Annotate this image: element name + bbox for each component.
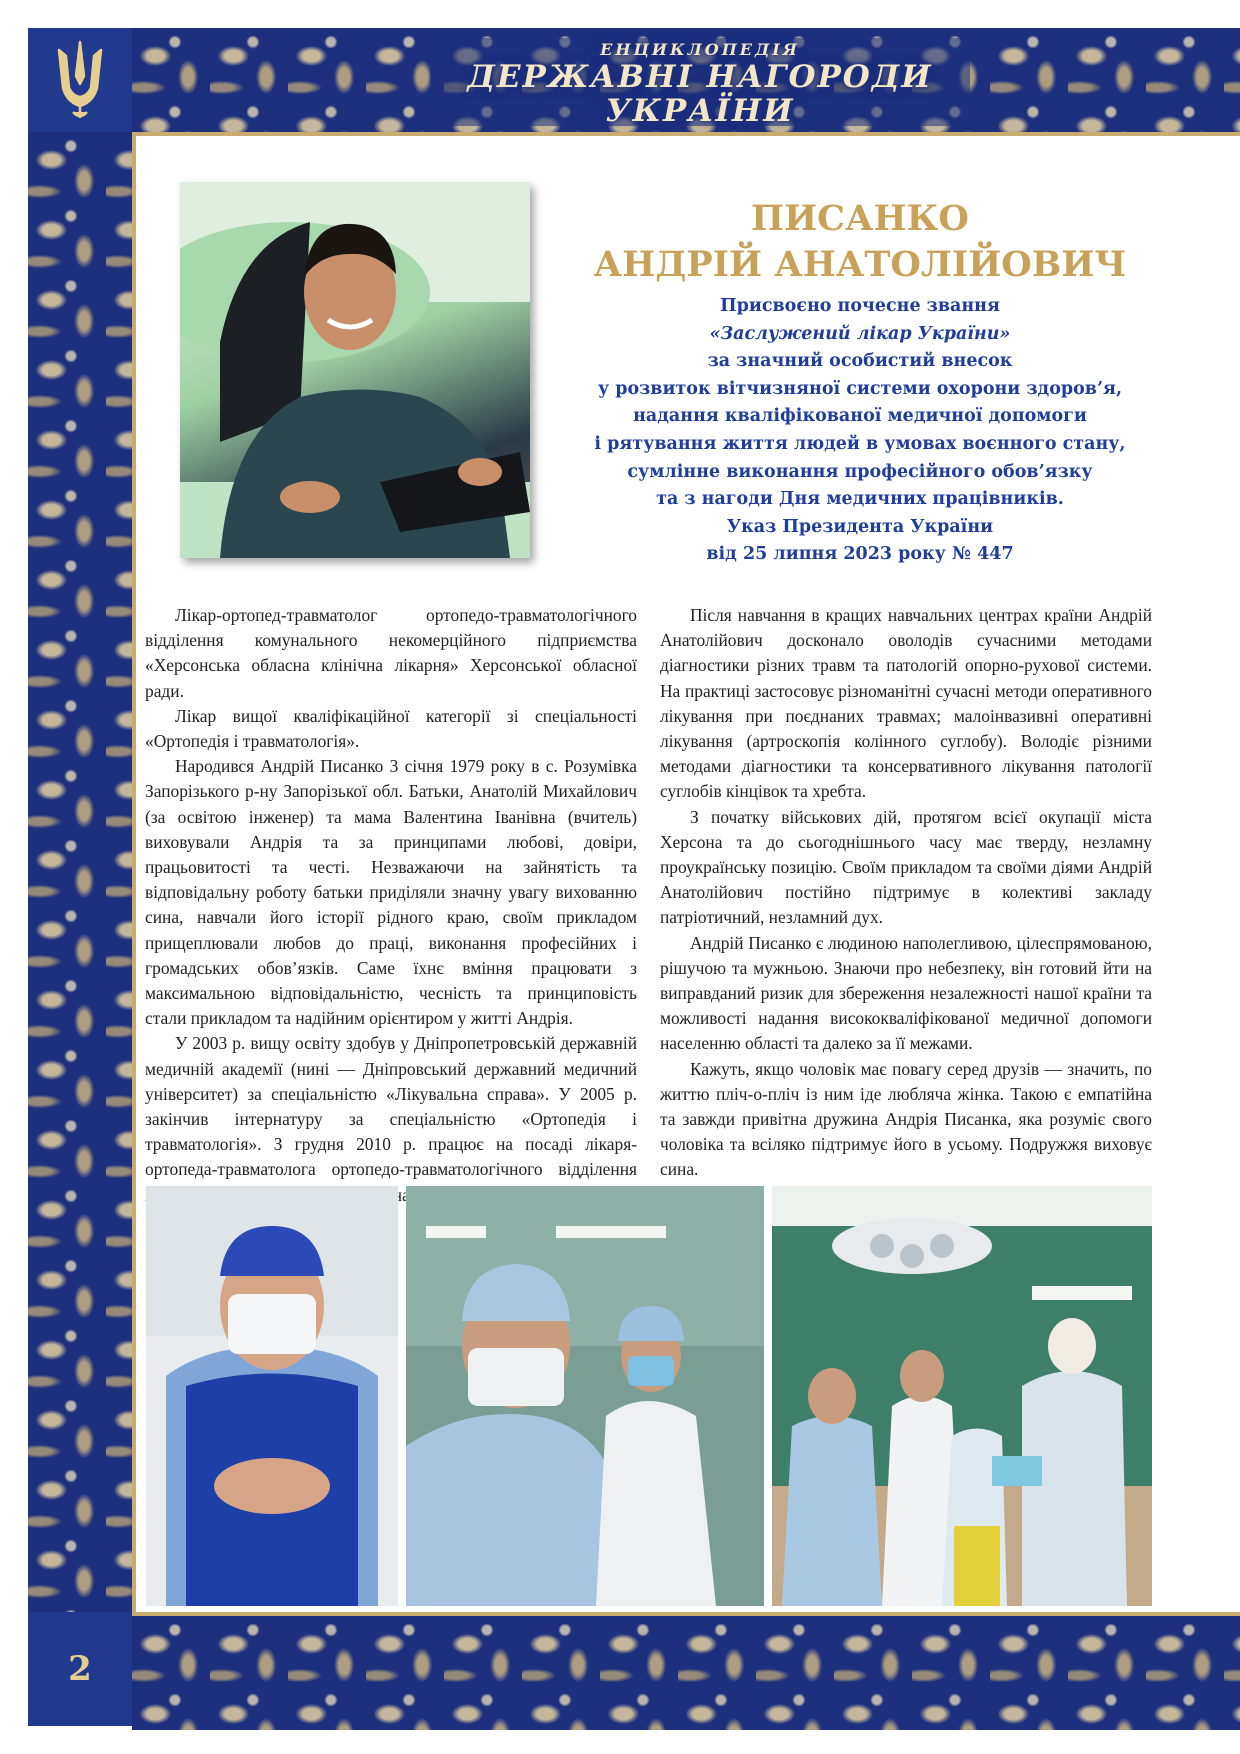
paragraph: Андрій Писанко є людиною наполегливою, цілеспрямованою, рішучою та мужньою. Знаючи про небезпеку, він готовий йти на виправданий ризик для збереження незалежності нашої країни та можливості надання висококваліфікованої медичної допомоги населенню області та далеко за її межами.	[660, 932, 1152, 1054]
page-number-corner	[28, 1612, 132, 1726]
award-title: «Заслужений лікар України»	[709, 323, 1011, 344]
paragraph: Після навчання в кращих навчальних центрах країни Андрій Анатолійович досконало оволодів сучасними методами діагностики різних травм та патологій опорно-рухової системи. На практиці застосовує різноманітні сучасні методи оперативного лікування при поєднаних травмах; малоінвазивні оперативні лікування (артроскопія колінного суглобу). Володіє різними методами діагностики та консервативного лікування патології суглобів кінцівок та хребта.	[660, 605, 1152, 802]
paragraph: З початку військових дій, протягом всієї окупації міста Херсона та до сьогоднішнього часу має тверду, незламну проукраїнську позицію. Своїм прикладом та своїми діями Андрій Анатолійович постійно підтримує в колективі закладу патріотичний, незламний дух.	[660, 806, 1152, 928]
paragraph: Кажуть, якщо чоловік має повагу серед друзів — значить, по життю пліч-о-пліч із ним іде любляча жінка. Такою є емпатійна та завжди привітна дружина Андрія Писанка, яка розуміє свого чоловіка та всіляко підтримує його в усьому. Подружжя виховує сина.	[660, 1058, 1152, 1180]
photo-surgical-team	[772, 1186, 1152, 1606]
paragraph: У 2003 р. вищу освіту здобув у Дніпропетровській державній медичній академії (нині — Дніпровський державний медичний університет) за спеціальністю «Лікувальна справа». У 2005 р. закінчив інтернатуру за спеціальністю «Ортопедія і травматологія». З грудня 2010 р. працює на посаді лікаря-ортопеда-травматолога ортопедо-травматологічного відділення	[145, 1033, 637, 1180]
person-name	[580, 196, 1140, 288]
masthead-encyclopedia: ЕНЦИКЛОПЕДІЯ	[600, 40, 800, 59]
masthead	[430, 38, 970, 129]
masthead-title-line-2: УКРАЇНИ	[605, 93, 795, 129]
left-ornament-band	[28, 132, 136, 1612]
masthead-title-line-1: ДЕРЖАВНІ НАГОРОДИ	[467, 59, 933, 95]
award-statement	[560, 293, 1160, 569]
portrait-photo	[180, 182, 530, 558]
person-figure	[180, 182, 530, 558]
biography-right-column	[660, 603, 1152, 1183]
bottom-ornament-band	[132, 1612, 1240, 1730]
biography-left-column	[145, 603, 637, 1208]
award-line: за значний особистий внесок	[707, 351, 1013, 372]
award-line: і рятування життя людей в умовах воєнного стану,	[594, 433, 1126, 454]
paragraph: Народився Андрій Писанко 3 січня 1979 року в с. Розумівка Запорізького р-ну Запорізької обл. Батьки, Анатолій Михайлович (за освітою інженер) та мама Валентина Іванівна (вчитель) виховували Андрія та за принципами любові, довіри, працьовитості та честі. Незважаючи на зайнятість та відповідальну роботу батьки приділяли значну увагу вихованню сина, навчали його історії рідного краю, своїм прикладом прищеплювали любов до праці, виконання професійних і громадських обов’язків. Саме їхнє вміння працювати з максимальною відповідальністю, чесність та принциповість стали прикладом та надійним орієнтиром у житті Андрія.	[145, 756, 637, 1029]
page-number: 2	[68, 1649, 92, 1689]
photo-surgeon-portrait	[146, 1186, 398, 1606]
person-given-name: АНДРІЙ АНАТОЛІЙОВИЧ	[593, 244, 1127, 285]
trident-icon	[49, 36, 111, 124]
award-line: Присвоєно почесне звання	[720, 296, 1000, 316]
decree-line: Указ Президента України	[726, 516, 994, 537]
award-line: сумлінне виконання професійного обов’язку	[627, 461, 1093, 482]
award-line: у розвиток вітчизняної системи охорони здоров’я,	[597, 378, 1123, 399]
decree-date: від 25 липня 2023 року № 447	[706, 544, 1014, 565]
award-line: та з нагоди Дня медичних працівників.	[656, 489, 1064, 510]
award-line: надання кваліфікованої медичної допомоги	[633, 406, 1087, 427]
paragraph: Лікар вищої кваліфікаційної категорії зі спеціальності «Ортопедія і травматологія».	[145, 705, 637, 752]
person-surname: ПИСАНКО	[751, 198, 969, 239]
paragraph: Лікар-ортопед-травматолог ортопедо-травматологічного відділення комунального некомерційного підприємства «Херсонська обласна клінічна лікарня» Херсонської обласної ради.	[145, 605, 637, 701]
photo-operating-room-selfie	[406, 1186, 764, 1606]
emblem-corner	[28, 28, 132, 132]
